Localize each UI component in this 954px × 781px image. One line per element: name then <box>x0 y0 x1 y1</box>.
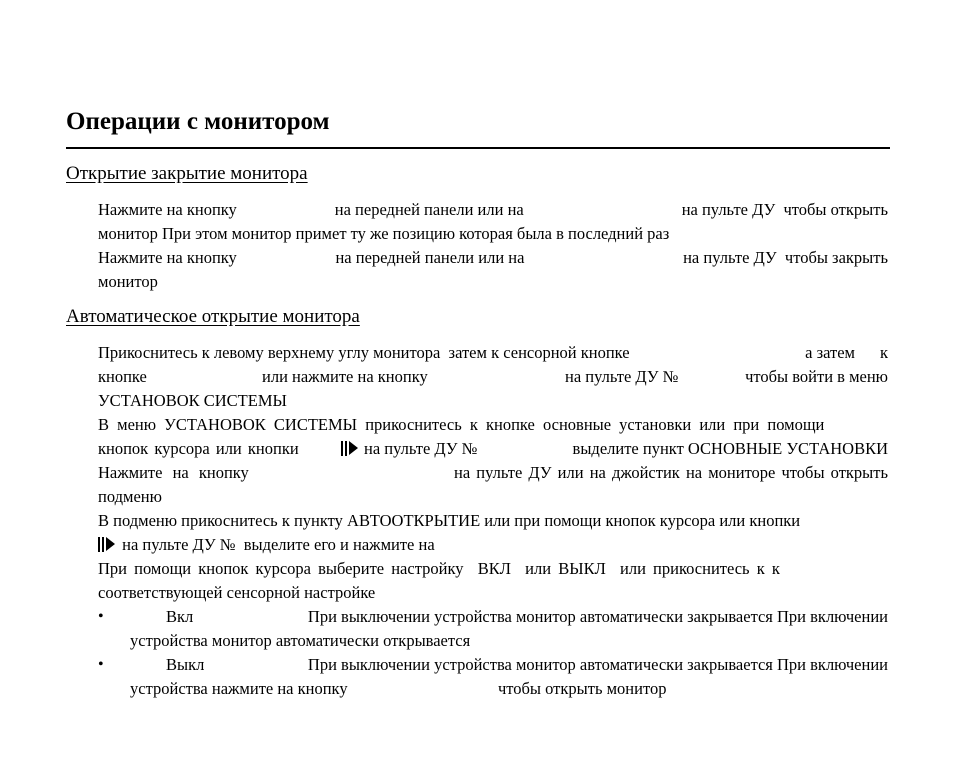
option-label: Выкл <box>166 655 205 674</box>
text-fragment: к <box>879 343 888 362</box>
text-fragment: на передней панели или на <box>335 248 525 267</box>
text-fragment: При помощи кнопок курсора выберите настройку ВКЛ или ВЫКЛ или прикоснитесь к к <box>98 559 780 578</box>
text-fragment: на пульте ДУ или на джойстик на мониторе чтобы открыть <box>453 463 888 482</box>
text-fragment: на пульте ДУ чтобы закрыть <box>683 248 888 267</box>
text-fragment: В меню УСТАНОВОК СИСТЕМЫ прикоснитесь к кнопке основные установки или при помощи <box>98 415 825 434</box>
paragraph-line: монитор <box>98 272 158 291</box>
text-fragment: При выключении устройства монитор автоматически закрывается При включении <box>307 655 888 674</box>
text-fragment: При выключении устройства монитор автоматически закрывается При включении <box>307 607 888 626</box>
text-fragment: на пульте ДУ № <box>565 367 679 386</box>
text-fragment: Нажмите на кнопку <box>98 200 237 219</box>
text-fragment: Прикоснитесь к левому верхнему углу монитора затем к сенсорной кнопке <box>98 343 630 362</box>
page-title: Операции с монитором <box>66 108 330 135</box>
text-fragment: выделите его и нажмите на <box>243 535 435 554</box>
paragraph-line <box>98 438 888 460</box>
text-fragment: устройства нажмите на кнопку <box>130 679 348 698</box>
text-fragment: чтобы войти в меню <box>745 367 888 386</box>
paragraph-line <box>98 414 888 436</box>
play-pause-icon <box>98 535 118 554</box>
section-heading-open-close: Открытие закрытие монитора <box>66 163 308 184</box>
play-pause-icon <box>341 438 361 460</box>
title-divider <box>66 147 890 149</box>
text-fragment: выделите пункт ОСНОВНЫЕ УСТАНОВКИ <box>572 439 888 458</box>
paragraph-line: монитор При этом монитор примет ту же позицию которая была в последний раз <box>98 224 670 243</box>
paragraph-line <box>98 462 888 484</box>
paragraph-line: УСТАНОВОК СИСТЕМЫ <box>98 391 287 410</box>
paragraph-line <box>98 366 888 388</box>
text-fragment: Нажмите на кнопку <box>98 248 237 267</box>
section-heading-auto-open: Автоматическое открытие монитора <box>66 306 360 327</box>
text-fragment: Нажмите на кнопку <box>98 463 249 482</box>
bullet-line <box>130 654 888 676</box>
text-fragment: на пульте ДУ чтобы открыть <box>681 200 888 219</box>
text-fragment: или нажмите на кнопку <box>262 367 428 386</box>
text-fragment: чтобы открыть монитор <box>498 679 667 698</box>
text-fragment: на передней панели или на <box>334 200 524 219</box>
text-fragment: кнопке <box>98 367 147 386</box>
paragraph-line: В подменю прикоснитесь к пункту АВТООТКРЫТИЕ или при помощи кнопок курсора или кнопки <box>98 511 801 530</box>
paragraph-line <box>98 342 888 364</box>
paragraph-line <box>98 199 888 221</box>
paragraph-line <box>98 558 888 580</box>
paragraph-line: соответствующей сенсорной настройке <box>98 583 376 602</box>
paragraph-line <box>98 247 888 269</box>
text-fragment: кнопок курсора или кнопки <box>98 439 299 458</box>
text-fragment: на пульте ДУ № <box>122 535 236 554</box>
paragraph-line: подменю <box>98 487 162 506</box>
bullet-marker: • <box>98 656 104 673</box>
bullet-line <box>130 678 888 700</box>
bullet-line <box>130 606 888 628</box>
text-fragment: а затем <box>805 343 855 362</box>
bullet-line: устройства монитор автоматически открывается <box>130 631 471 650</box>
text-fragment: на пульте ДУ № <box>364 439 478 458</box>
bullet-marker: • <box>98 608 104 625</box>
option-label: Вкл <box>166 607 194 626</box>
paragraph-line <box>98 534 435 556</box>
